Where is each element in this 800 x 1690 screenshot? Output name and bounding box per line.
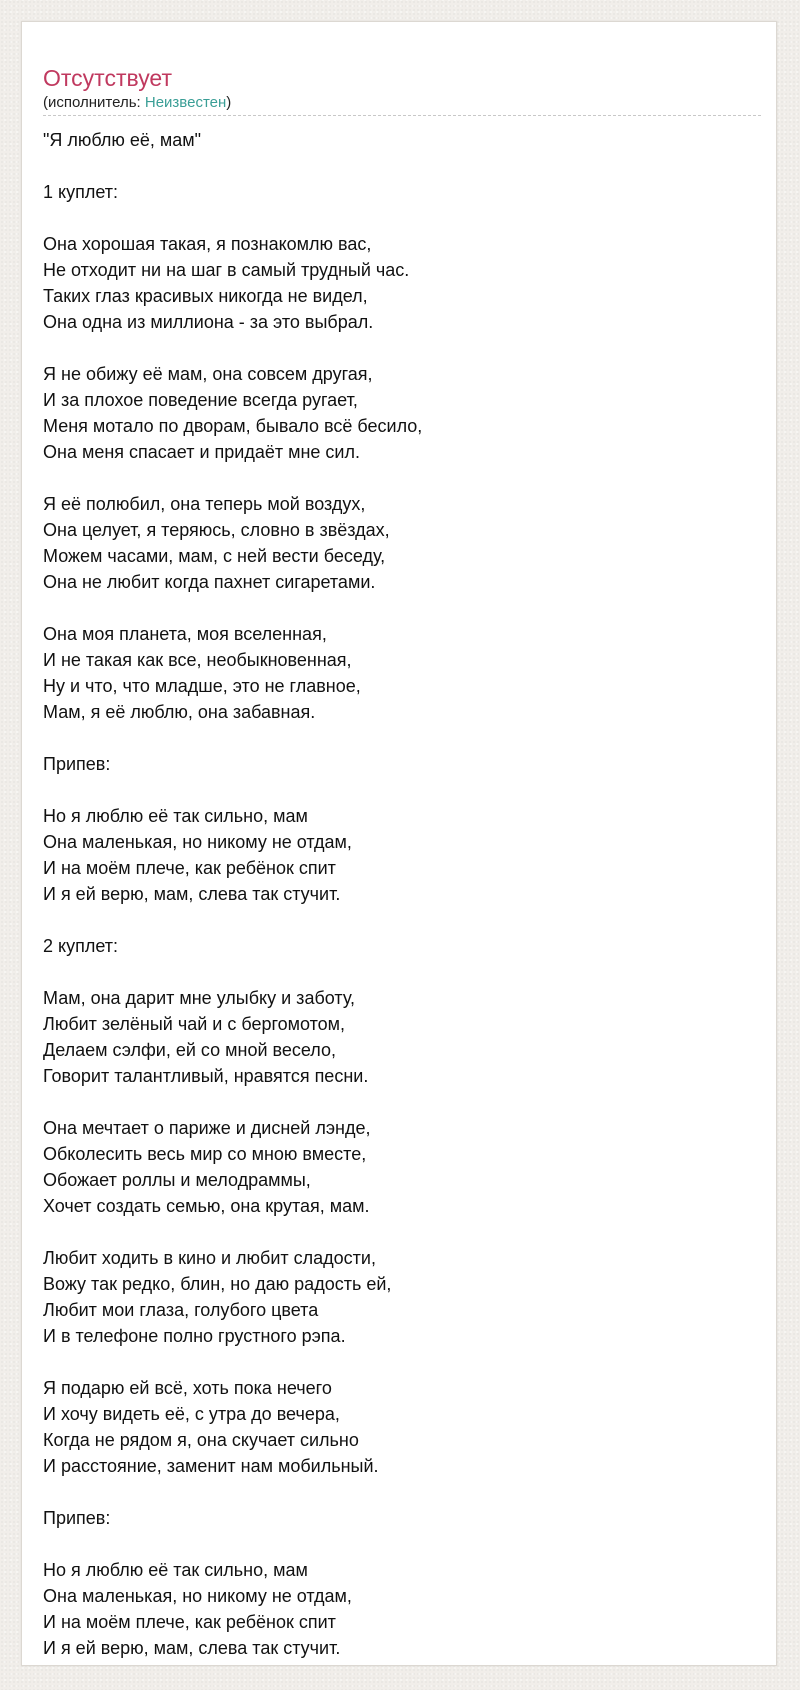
section-label-stanza bbox=[43, 179, 761, 205]
lyric-line: И я ей верю, мам, слева так стучит. bbox=[43, 884, 341, 904]
lyric-line: Мам, я её люблю, она забавная. bbox=[43, 702, 316, 722]
lyric-line: Она моя планета, моя вселенная, bbox=[43, 624, 327, 644]
section-label-chorus: Припев: bbox=[43, 754, 111, 774]
lyrics-card bbox=[21, 21, 777, 1666]
lyric-line: Я её полюбил, она теперь мой воздух, bbox=[43, 494, 366, 514]
lyric-line: Мам, она дарит мне улыбку и заботу, bbox=[43, 988, 356, 1008]
section-label-chorus: Припев: bbox=[43, 1508, 111, 1528]
section-label-verse-1: 1 куплет: bbox=[43, 182, 118, 202]
section-label-stanza bbox=[43, 751, 761, 777]
lyric-line: Ну и что, что младше, это не главное, bbox=[43, 676, 361, 696]
lyric-line: Она не любит когда пахнет сигаретами. bbox=[43, 572, 376, 592]
lyric-line: Когда не рядом я, она скучает сильно bbox=[43, 1430, 359, 1450]
lyric-line: И я ей верю, мам, слева так стучит. bbox=[43, 1638, 341, 1658]
stanza bbox=[43, 1557, 761, 1661]
lyric-line: Я не обижу её мам, она совсем другая, bbox=[43, 364, 373, 384]
lyric-line: Обожает роллы и мелодраммы, bbox=[43, 1170, 311, 1190]
song-subtitle: "Я люблю её, мам" bbox=[43, 130, 202, 150]
lyric-line: Она целует, я теряюсь, словно в звёздах, bbox=[43, 520, 390, 540]
lyric-line: Вожу так редко, блин, но даю радость ей, bbox=[43, 1274, 392, 1294]
lyric-line: Она маленькая, но никому не отдам, bbox=[43, 832, 352, 852]
stanza bbox=[43, 361, 761, 465]
lyric-line: И хочу видеть её, с утра до вечера, bbox=[43, 1404, 340, 1424]
stanza bbox=[43, 1115, 761, 1219]
lyric-line: Она хорошая такая, я познакомлю вас, bbox=[43, 234, 372, 254]
lyrics-text bbox=[43, 127, 761, 1687]
lyric-line: И на моём плече, как ребёнок спит bbox=[43, 858, 336, 878]
lyric-line: Таких глаз красивых никогда не видел, bbox=[43, 286, 368, 306]
section-label-stanza bbox=[43, 933, 761, 959]
lyric-line: Она маленькая, но никому не отдам, bbox=[43, 1586, 352, 1606]
stanza bbox=[43, 803, 761, 907]
artist-line bbox=[43, 94, 231, 112]
lyric-line: Можем часами, мам, с ней вести беседу, bbox=[43, 546, 386, 566]
artist-prefix: (исполнитель: bbox=[43, 94, 145, 111]
stanza bbox=[43, 1245, 761, 1349]
section-label-verse-2: 2 куплет: bbox=[43, 936, 118, 956]
lyric-line: И не такая как все, необыкновенная, bbox=[43, 650, 352, 670]
artist-suffix: ) bbox=[226, 94, 232, 111]
lyric-line: И расстояние, заменит нам мобильный. bbox=[43, 1456, 379, 1476]
song-title: Отсутствует bbox=[43, 65, 172, 91]
artist-link[interactable]: Неизвестен bbox=[144, 94, 227, 111]
stanza bbox=[43, 621, 761, 725]
lyric-line: Но я люблю её так сильно, мам bbox=[43, 806, 308, 826]
lyric-line: Она мечтает о париже и дисней лэнде, bbox=[43, 1118, 371, 1138]
stanza bbox=[43, 491, 761, 595]
section-label-stanza bbox=[43, 1505, 761, 1531]
stanza bbox=[43, 231, 761, 335]
lyric-line: Обколесить весь мир со мною вместе, bbox=[43, 1144, 367, 1164]
stanza bbox=[43, 985, 761, 1089]
lyric-line: Хочет создать семью, она крутая, мам. bbox=[43, 1196, 370, 1216]
song-subtitle-stanza bbox=[43, 127, 761, 153]
lyric-line: Любит ходить в кино и любит сладости, bbox=[43, 1248, 376, 1268]
lyric-line: Она меня спасает и придаёт мне сил. bbox=[43, 442, 360, 462]
song-header bbox=[43, 43, 761, 116]
lyric-line: И в телефоне полно грустного рэпа. bbox=[43, 1326, 346, 1346]
lyric-line: И на моём плече, как ребёнок спит bbox=[43, 1612, 336, 1632]
lyric-line: Я подарю ей всё, хоть пока нечего bbox=[43, 1378, 332, 1398]
lyric-line: Любит мои глаза, голубого цвета bbox=[43, 1300, 319, 1320]
stanza bbox=[43, 1375, 761, 1479]
lyric-line: Говорит талантливый, нравятся песни. bbox=[43, 1066, 369, 1086]
lyric-line: Меня мотало по дворам, бывало всё бесило, bbox=[43, 416, 423, 436]
lyric-line: Но я люблю её так сильно, мам bbox=[43, 1560, 308, 1580]
lyric-line: Любит зелёный чай и с бергомотом, bbox=[43, 1014, 346, 1034]
lyric-line: Не отходит ни на шаг в самый трудный час. bbox=[43, 260, 410, 280]
lyric-line: И за плохое поведение всегда ругает, bbox=[43, 390, 358, 410]
lyric-line: Она одна из миллиона - за это выбрал. bbox=[43, 312, 374, 332]
lyric-line: Делаем сэлфи, ей со мной весело, bbox=[43, 1040, 337, 1060]
